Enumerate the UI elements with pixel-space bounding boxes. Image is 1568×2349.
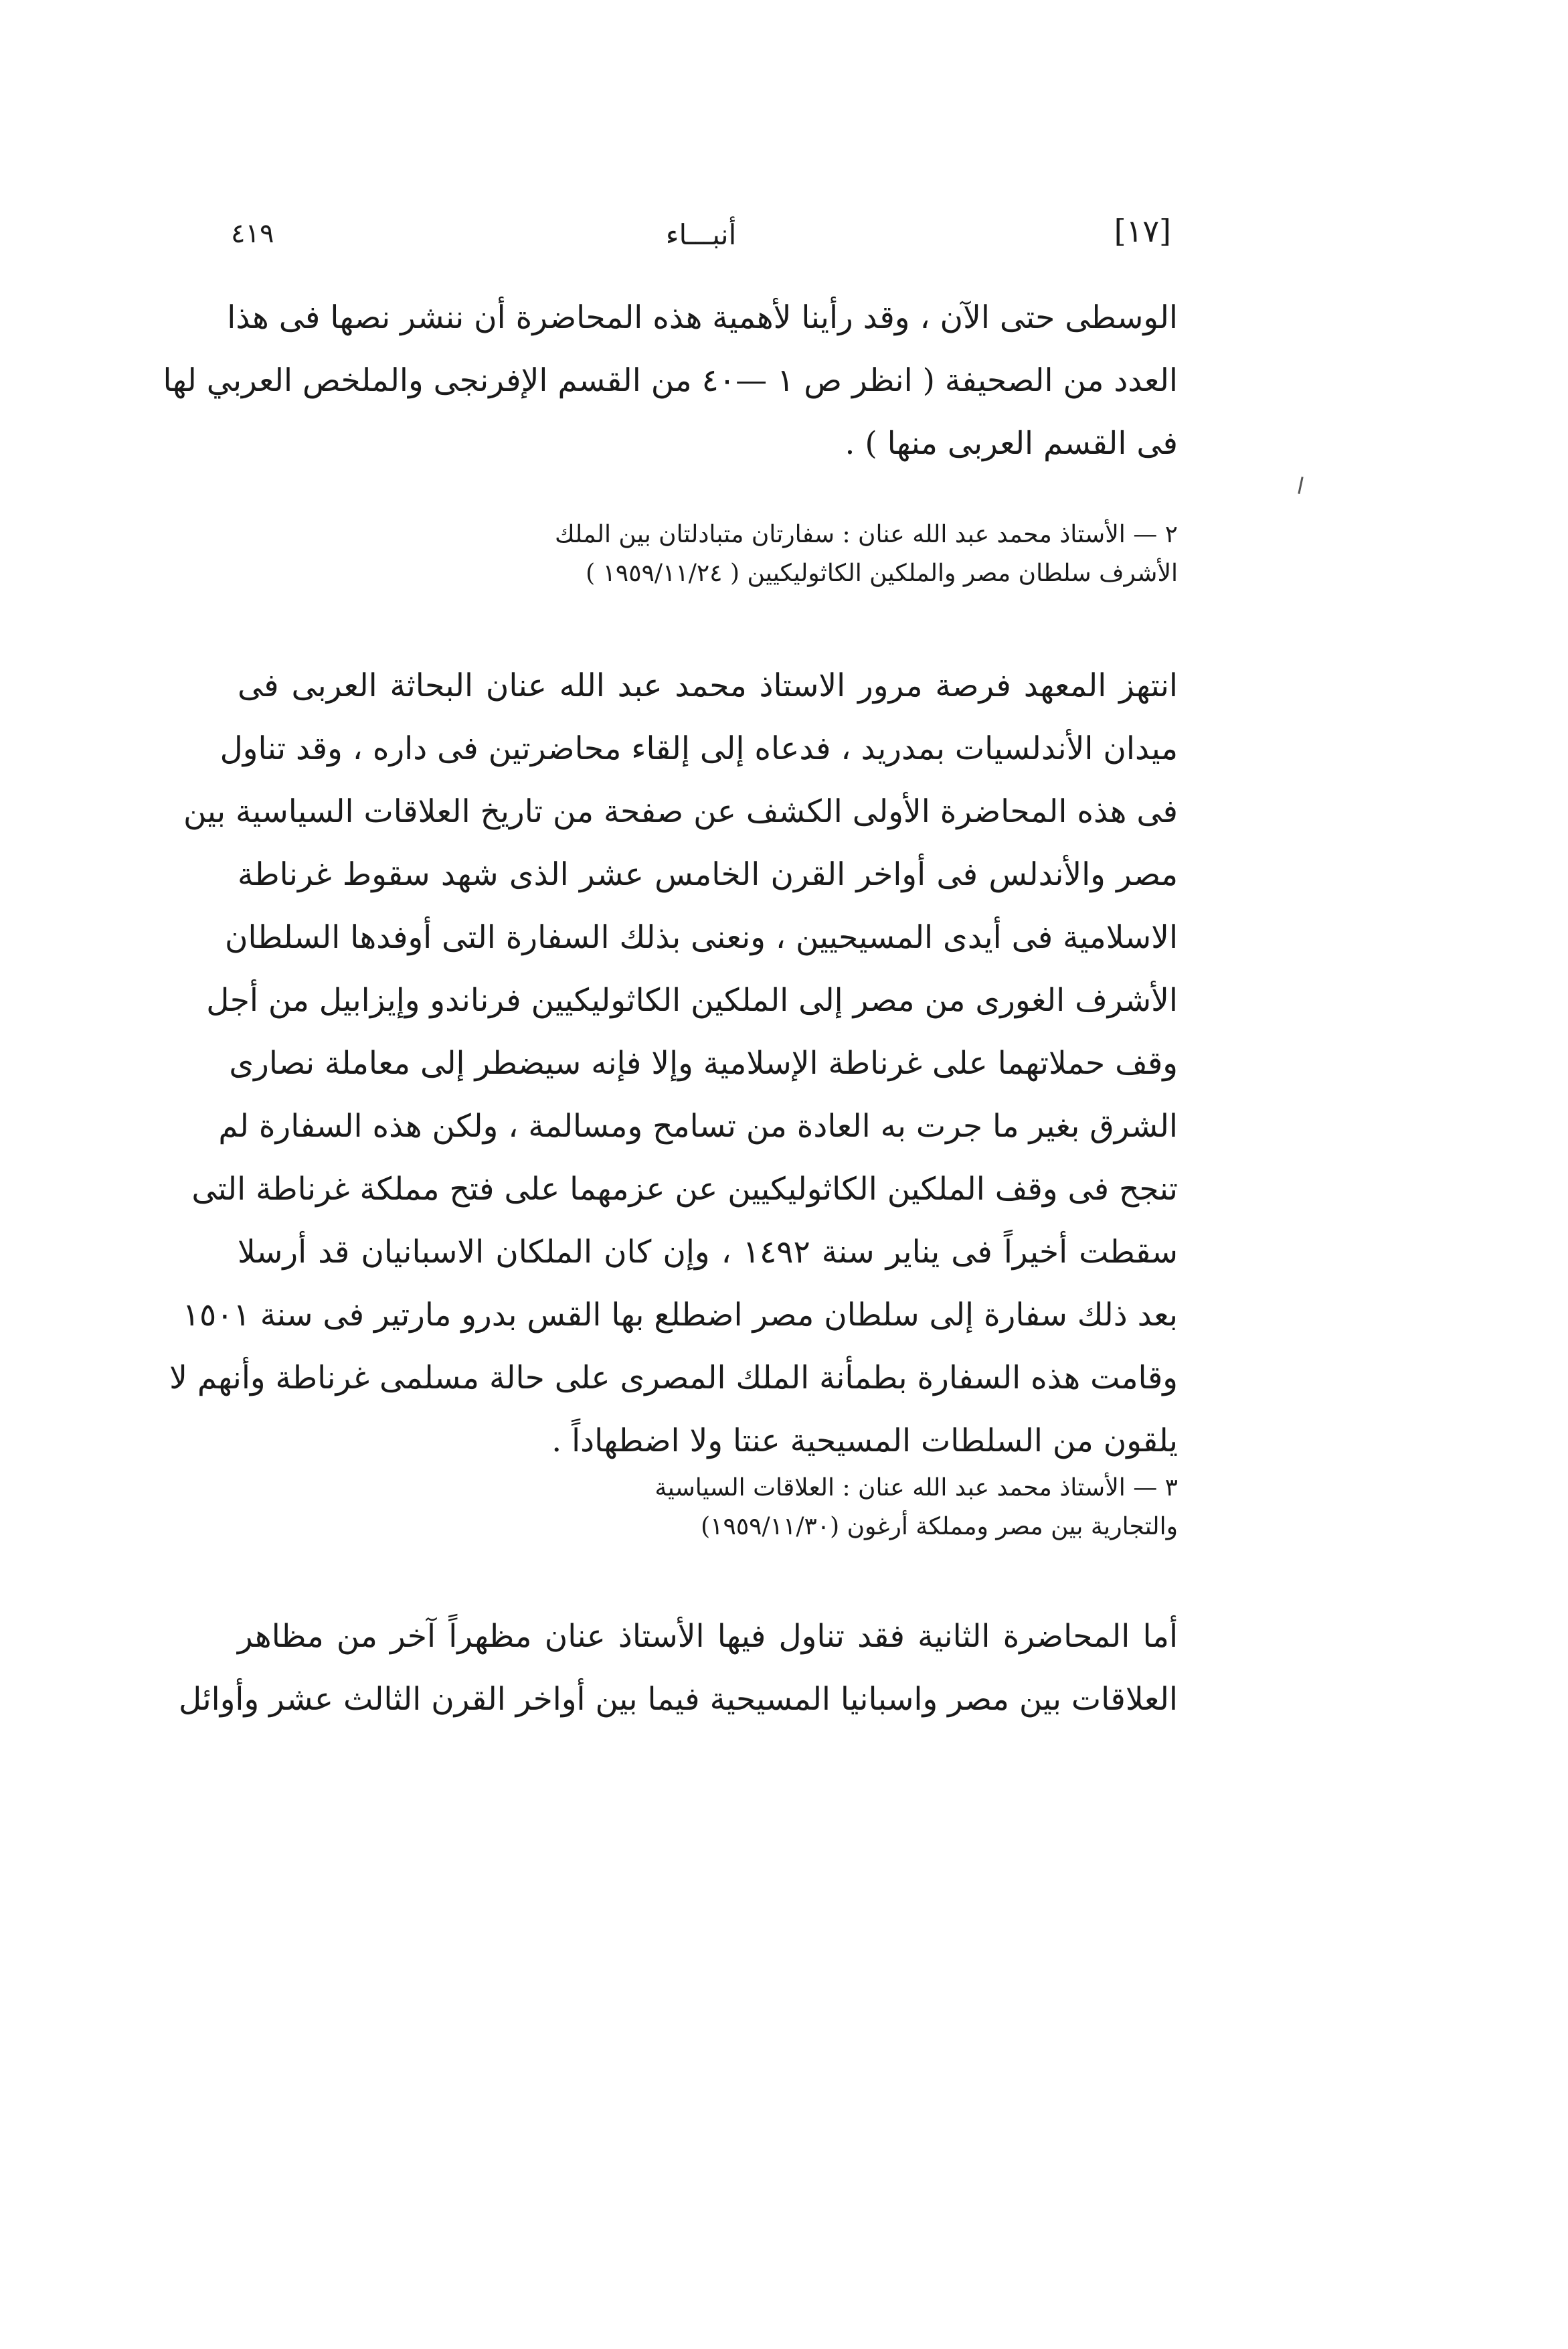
text-line: مصر والأندلس فى أواخر القرن الخامس عشر الذى شهد سقوط غرناطة: [238, 856, 1178, 893]
text-line: انتهز المعهد فرصة مرور الاستاذ محمد عبد الله عنان البحاثة العربى فى: [238, 667, 1178, 704]
text-line: بعد ذلك سفارة إلى سلطان مصر اضطلع بها القس بدرو مارتير فى سنة ١٥٠١: [182, 1297, 1178, 1333]
paragraph-continued: [163, 287, 1178, 475]
stray-mark: [1298, 477, 1303, 494]
text-line: يلقون من السلطات المسيحية عنتا ولا اضطهاداً .: [551, 1423, 1178, 1459]
text-line: تنجح فى وقف الملكين الكاثوليكيين عن عزمهما على فتح مملكة غرناطة التى: [191, 1171, 1178, 1208]
page-number: ٤١٩: [231, 218, 274, 249]
heading-line: ٢ — الأستاذ محمد عبد الله عنان : سفارتان متبادلتان بين الملك: [554, 521, 1178, 548]
text-line: فى القسم العربى منها ) .: [845, 425, 1178, 462]
text-line: الأشرف الغورى من مصر إلى الملكين الكاثوليكيين فرناندو وإيزابيل من أجل: [206, 982, 1178, 1019]
lecture-heading-3: [238, 1469, 1178, 1546]
heading-line: والتجارية بين مصر ومملكة أرغون (١٩٥٩/١١/٣٠): [701, 1513, 1178, 1540]
heading-line: ٣ — الأستاذ محمد عبد الله عنان : العلاقات السياسية: [655, 1474, 1178, 1502]
text-line: الاسلامية فى أيدى المسيحيين ، ونعنى بذلك السفارة التى أوفدها السلطان: [225, 919, 1178, 956]
text-line: ميدان الأندلسيات بمدريد ، فدعاه إلى إلقاء محاضرتين فى داره ، وقد تناول: [220, 730, 1178, 767]
running-title: أنبـــاء: [665, 218, 737, 251]
text-line: العدد من الصحيفة ( انظر ص ١ —٤٠ من القسم الإفرنجى والملخص العربي لها: [163, 362, 1178, 399]
heading-line: الأشرف سلطان مصر والملكين الكاثوليكيين ( ١٩٥٩/١١/٢٤ ): [586, 560, 1178, 587]
text-line: أما المحاضرة الثانية فقد تناول فيها الأستاذ عنان مظهراً آخر من مظاهر: [238, 1618, 1178, 1655]
paragraph-lecture-2: [169, 655, 1179, 1473]
text-line: وقف حملاتهما على غرناطة الإسلامية وإلا فإنه سيضطر إلى معاملة نصارى: [229, 1045, 1178, 1082]
text-line: وقامت هذه السفارة بطمأنة الملك المصرى على حالة مسلمى غرناطة وأنهم لا: [169, 1360, 1178, 1396]
paragraph-lecture-3: [178, 1605, 1178, 1731]
section-number: [١٧]: [1114, 213, 1171, 249]
text-line: فى هذه المحاضرة الأولى الكشف عن صفحة من تاريخ العلاقات السياسية بين: [183, 793, 1178, 830]
text-line: سقطت أخيراً فى يناير سنة ١٤٩٢ ، وإن كان الملكان الاسبانيان قد أرسلا: [238, 1234, 1179, 1271]
lecture-heading-2: [238, 515, 1178, 593]
page-header: [231, 213, 1171, 266]
text-line: الوسطى حتى الآن ، وقد رأينا لأهمية هذه المحاضرة أن ننشر نصها فى هذا: [227, 299, 1178, 336]
text-line: العلاقات بين مصر واسبانيا المسيحية فيما بين أواخر القرن الثالث عشر وأوائل: [178, 1681, 1178, 1718]
text-line: الشرق بغير ما جرت به العادة من تسامح ومسالمة ، ولكن هذه السفارة لم: [218, 1108, 1178, 1145]
